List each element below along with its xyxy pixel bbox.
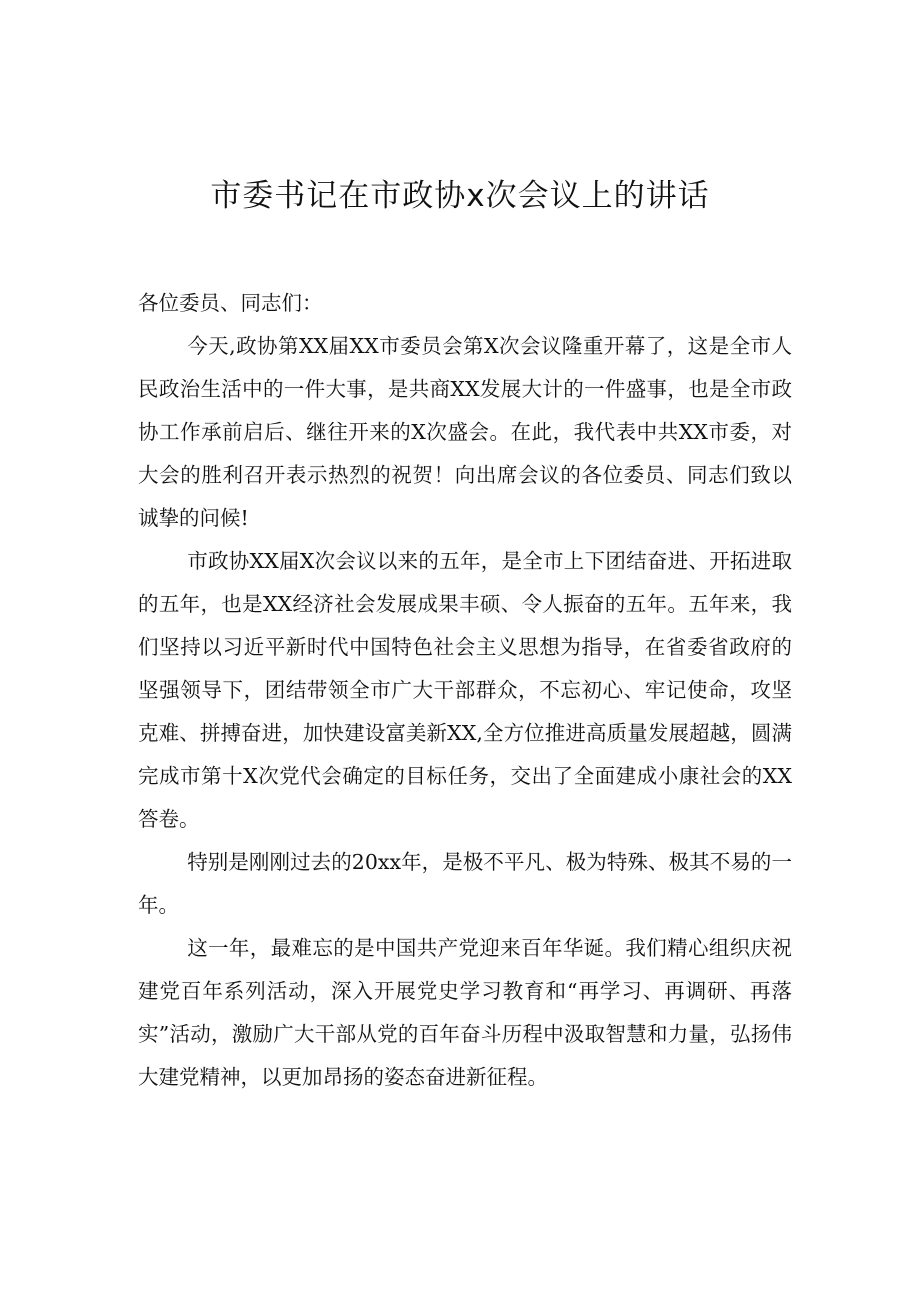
paragraph-five-years: 市政协XX届X次会议以来的五年，是全市上下团结奋进、开拓进取的五年，也是XX经济社会发展成果丰硕、令人振奋的五年。五年来，我们坚持以习近平新时代中国特色社会主义思想为指导，在省委省政府的坚强领导下，团结带领全市广大干部群众，不忘初心、牢记使命，攻坚克难、拼搏奋进，加快建设富美新XX,全方位推进高质量发展超越，圆满完成市第十X次党代会确定的目标任务，交出了全面建成小康社会的XX答卷。: [138, 549, 792, 831]
paragraph-past-year: 特别是刚刚过去的20xx年，是极不平凡、极为特殊、极其不易的一年。: [138, 850, 792, 917]
paragraph-opening: 今天,政协第XX届XX市委员会第X次会议隆重开幕了，这是全市人民政治生活中的一件大事，是共商XX发展大计的一件盛事，也是全市政协工作承前启后、继往开来的X次盛会。在此，我代表中共XX市委，对大会的胜利召开表示热烈的祝贺！向出席会议的各位委员、同志们致以诚挚的问候!: [138, 334, 792, 530]
paragraph-centenary: 这一年，最难忘的是中国共产党迎来百年华诞。我们精心组织庆祝建党百年系列活动，深入开展党史学习教育和“再学习、再调研、再落实”活动，激励广大干部从党的百年奋斗历程中汲取智慧和力量，弘扬伟大建党精神，以更加昂扬的姿态奋进新征程。: [138, 936, 792, 1089]
document-title: 市委书记在市政协x次会议上的讲话: [210, 178, 710, 214]
document-body: [138, 282, 792, 1099]
salutation: 各位委员、同志们：: [138, 291, 323, 315]
